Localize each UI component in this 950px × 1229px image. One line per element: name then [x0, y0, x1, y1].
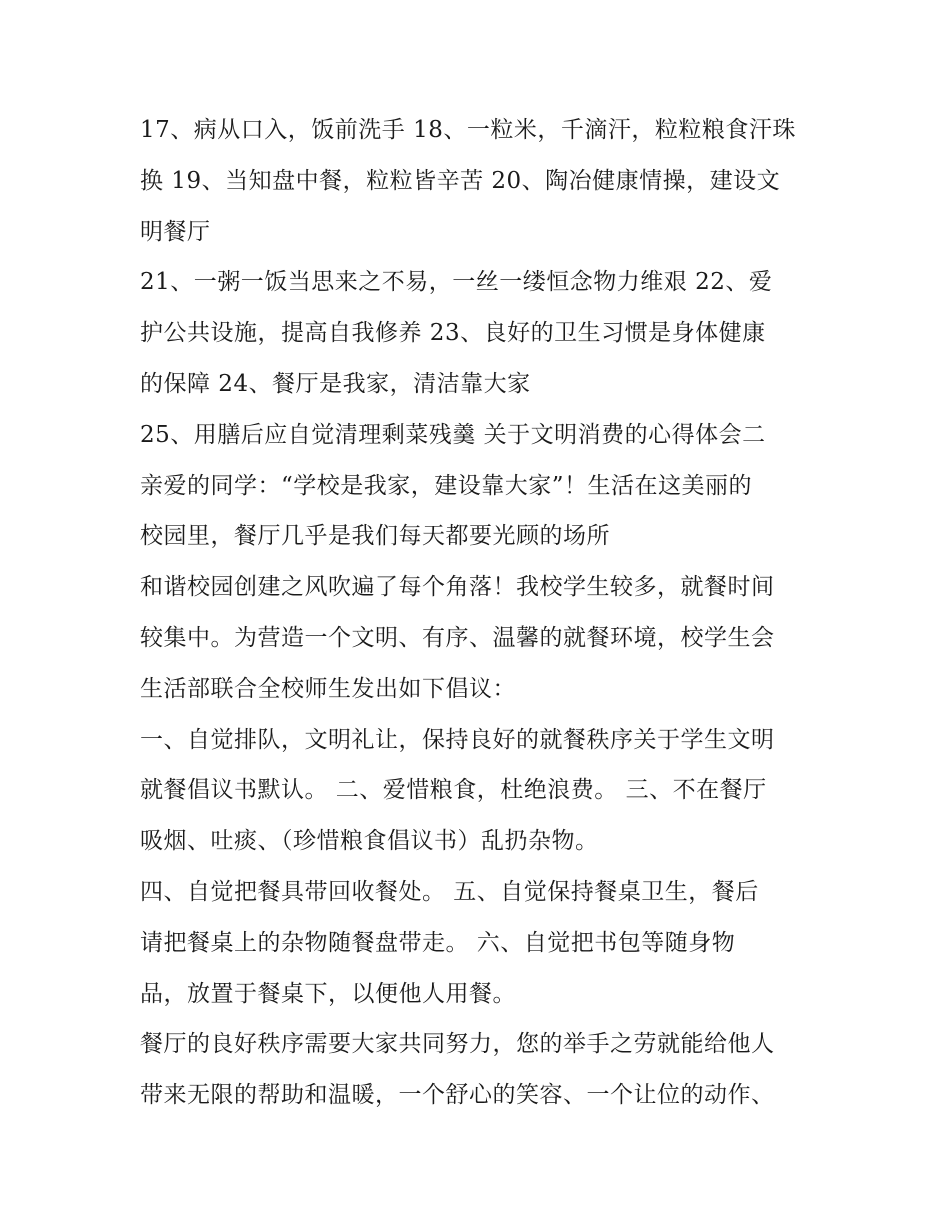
- paragraph-slogan-25-intro: [140, 410, 820, 562]
- text-line: 校园里，餐厅几乎是我们每天都要光顾的场所: [140, 523, 610, 550]
- text-line: 吸烟、吐痰、（珍惜粮食倡议书）乱扔杂物。: [140, 828, 599, 855]
- document-body: [140, 105, 820, 1121]
- text-line: 生活部联合全校师生发出如下倡议：: [140, 675, 516, 702]
- paragraph-slogans-17-20: [140, 105, 820, 257]
- text-line: 明餐厅: [140, 218, 211, 245]
- text-line: 餐厅的良好秩序需要大家共同努力，您的举手之劳就能给他人: [140, 1031, 775, 1058]
- paragraph-closing: [140, 1019, 820, 1121]
- text-line: 请把餐桌上的杂物随餐盘带走。 六、自觉把书包等随身物: [140, 929, 736, 956]
- text-line: 21、一粥一饭当思来之不易，一丝一缕恒念物力维艰 22、爱: [140, 269, 773, 296]
- paragraph-slogans-21-24: [140, 257, 820, 409]
- text-line: 就餐倡议书默认。 二、爱惜粮食，杜绝浪费。 三、不在餐厅: [140, 777, 767, 804]
- text-line: 品，放置于餐桌下，以便他人用餐。: [140, 980, 516, 1007]
- text-line: 带来无限的帮助和温暖，一个舒心的笑容、一个让位的动作、: [140, 1082, 775, 1109]
- paragraph-initiative-items-4-6: [140, 867, 820, 1019]
- text-line: 亲爱的同学：“学校是我家，建设靠大家”！生活在这美丽的: [140, 472, 753, 499]
- text-line: 的保障 24、餐厅是我家，清洁靠大家: [140, 370, 531, 397]
- text-line: 和谐校园创建之风吹遍了每个角落！我校学生较多，就餐时间: [140, 574, 775, 601]
- text-line: 一、自觉排队，文明礼让，保持良好的就餐秩序关于学生文明: [140, 726, 775, 753]
- text-line: 护公共设施，提高自我修养 23、良好的卫生习惯是身体健康: [140, 320, 766, 347]
- text-line: 25、用膳后应自觉清理剩菜残羹 关于文明消费的心得体会二: [140, 421, 766, 448]
- paragraph-initiative-intro: [140, 562, 820, 714]
- paragraph-initiative-items-1-3: [140, 715, 820, 867]
- text-line: 换 19、当知盘中餐，粒粒皆辛苦 20、陶冶健康情操，建设文: [140, 167, 781, 194]
- text-line: 较集中。为营造一个文明、有序、温馨的就餐环境，校学生会: [140, 624, 775, 651]
- text-line: 四、自觉把餐具带回收餐处。 五、自觉保持餐桌卫生，餐后: [140, 878, 759, 905]
- text-line: 17、病从口入，饭前洗手 18、一粒米，千滴汗，粒粒粮食汗珠: [140, 117, 796, 143]
